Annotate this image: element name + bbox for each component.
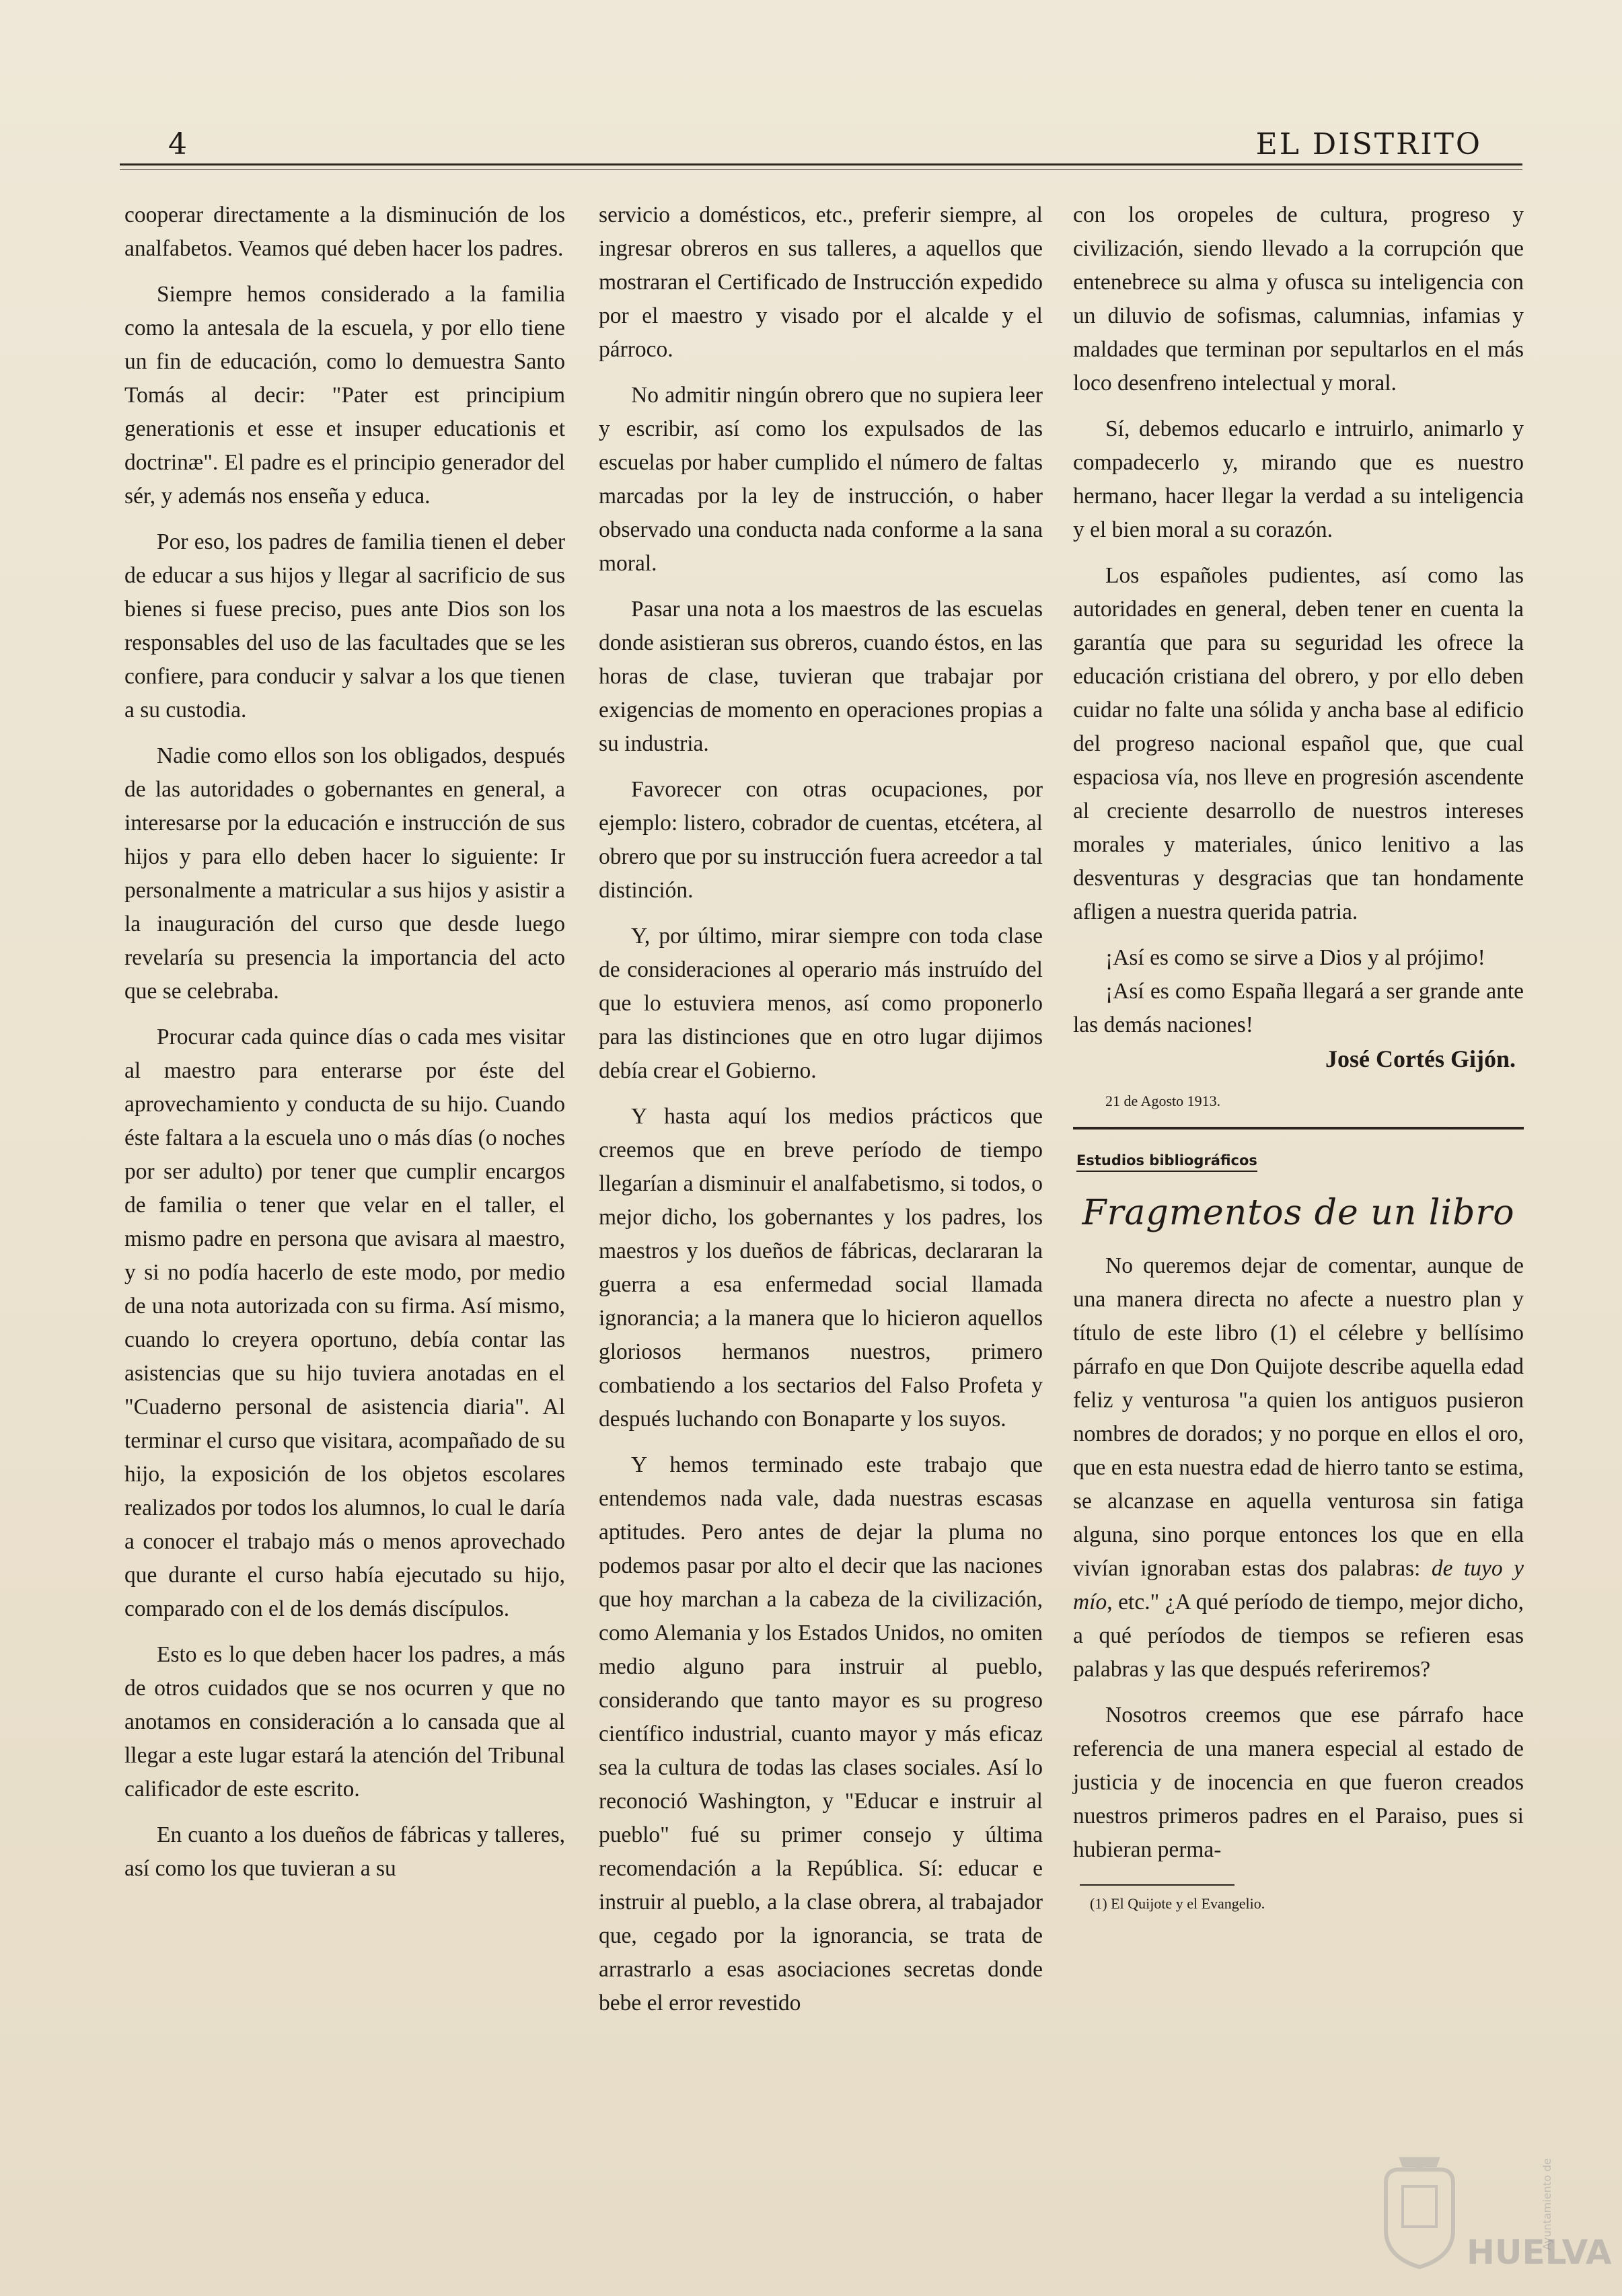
paragraph-text: No queremos dejar de comentar, aunque de una manera directa no afecte a nuestro plan y título de este libro (1) el célebre y bellísimo párrafo en que Don Quijote describe aquella edad feliz y venturosa "a quien los antiguos pusieron nombres de dorados; y no porque en ellos el oro, que en esta nuestra edad de hierro tanto se estima, se alcanzase en aquella venturosa sin fatiga alguna, sino porque entonces los que en ella vivían ignoraban estas dos palabras:	[1073, 1253, 1524, 1581]
paragraph: Procurar cada quince días o cada mes visitar al maestro para enterarse por éste del aprovechamiento y conducta de su hijo. Cuando éste faltara a la escuela uno o más días (o noches por ser adulto) por tener que cumplir encargos de familia o tener que velar en el taller, el mismo padre en persona que avisara al maestro, y si no podía hacerlo de este modo, por medio de una nota autorizada con su firma. Así mismo, cuando lo creyera oportuno, debía contar las asistencias que su hijo tuviera anotadas en el "Cuaderno personal de asistencia diaria". Al terminar el curso que visitara, acompañado de su hijo, la exposición de los objetos escolares realizados por todos los alumnos, lo cual le daría a conocer el trabajo más o menos aprovechado que durante el curso había ejecutado su hijo, comparado con el de los demás discípulos.	[124, 1025, 565, 1621]
huelva-crest-icon	[1372, 2156, 1612, 2277]
paragraph-text: , etc." ¿A qué período de tiempo, mejor dicho, a qué períodos de tiempos se refieren esas palabras y las que después referiremos?	[1073, 1590, 1524, 1682]
stamp-main-text: HUELVA	[1467, 2233, 1612, 2272]
paragraph: Sí, debemos educarlo e intruirlo, animarlo y compadecerlo y, mirando que es nuestro hermano, hacer llegar la verdad a su inteligencia y el bien moral a su corazón.	[1073, 416, 1524, 542]
paragraph: ¡Así es como se sirve a Dios y al prójimo!	[1105, 945, 1485, 970]
paragraph: Los españoles pudientes, así como las autoridades en general, deben tener en cuenta la garantía que para su seguridad les ofrece la educación cristiana del obrero, y por ello deben cuidar no falte una sólida y ancha base al edificio del progreso nacional español que, que cual espaciosa vía, nos lleve en progresión ascendente al creciente desarrollo de nuestros intereses morales y materiales, único lenitivo a las desventuras y desgracias que tan hondamente afligen a nuestra querida patria.	[1073, 563, 1524, 924]
paragraph: Y hasta aquí los medios prácticos que creemos que en breve período de tiempo llegarían a disminuir el analfabetismo, si todos, o mejor dicho, los gobernantes y los padres, los maestros y los dueños de fábricas, declararan la guerra a esa enfermedad social llamada ignorancia; a la manera que lo hicieron aquellos gloriosos hermanos nuestros, primero combatiendo a los sectarios del Falso Profeta y después luchando con Bonaparte y los suyos.	[599, 1104, 1043, 1432]
paragraph: Nadie como ellos son los obligados, después de las autoridades o gobernantes en general, a interesarse por la educación e instrucción de sus hijos y para ello deben hacer lo siguiente: Ir personalmente a matricular a sus hijos y asistir a la inauguración del curso que desde luego revelaría su presencia la importancia del acto que se celebraba.	[124, 743, 565, 1004]
author-signature: José Cortés Gijón.	[1325, 1045, 1516, 1072]
header-rule	[120, 163, 1522, 165]
paragraph: cooperar directamente a la disminución de los analfabetos. Veamos qué deben hacer los padres.	[124, 202, 565, 261]
paragraph: ¡Así es como España llegará a ser grande ante las demás naciones!	[1073, 979, 1524, 1037]
section-rule	[1073, 1127, 1524, 1130]
column-2	[599, 198, 1043, 2020]
paragraph: Pasar una nota a los maestros de las escuelas donde asistieran sus obreros, cuando éstos, en las horas de clase, tuvieran que trabajar por exigencias de momento en operaciones propias a su industria.	[599, 597, 1043, 756]
column-1	[124, 198, 565, 1886]
stamp-vertical-text: Ayuntamiento de	[1541, 2158, 1553, 2250]
paragraph: servicio a domésticos, etc., preferir siempre, al ingresar obreros en sus talleres, a aquellos que mostraran el Certificado de Instrucción expedido por el maestro y visado por el alcalde y el párroco.	[599, 202, 1043, 362]
italic-phrase: de tuyo y mío	[1073, 1556, 1524, 1615]
archive-stamp	[1372, 2156, 1612, 2277]
paragraph: Siempre hemos considerado a la familia como la antesala de la escuela, y por ello tiene un fin de educación, como lo demuestra Santo Tomás al decir: "Pater est principium generationis et esse et insuper educationis et doctrinæ". El padre es el principio generador del sér, y además nos enseña y educa.	[124, 282, 565, 509]
footnote: (1) El Quijote y el Evangelio.	[1090, 1895, 1265, 1912]
paragraph: En cuanto a los dueños de fábricas y talleres, así como los que tuvieran a su	[124, 1822, 565, 1881]
journal-title: EL DISTRITO	[1255, 127, 1482, 161]
section-label: Estudios bibliográficos	[1076, 1150, 1257, 1172]
paragraph	[1073, 1249, 1524, 1687]
page-number: 4	[168, 127, 187, 161]
paragraph: Esto es lo que deben hacer los padres, a más de otros cuidados que se nos ocurren y que no anotamos en consideración a lo cansada que al llegar a este lugar estará la atención del Tribunal calificador de este escrito.	[124, 1642, 565, 1802]
paragraph: Favorecer con otras ocupaciones, por ejemplo: listero, cobrador de cuentas, etcétera, al obrero que por su instrucción fuera acreedor a tal distinción.	[599, 777, 1043, 903]
page-header	[120, 124, 1522, 172]
article-date: 21 de Agosto 1913.	[1105, 1093, 1221, 1109]
paragraph: Y hemos terminado este trabajo que entendemos nada vale, dada nuestras escasas aptitudes. Pero antes de dejar la pluma no podemos pasar por alto el decir que las naciones que hoy marchan a la cabeza de la civilización, como Alemania y los Estados Unidos, no omiten medio alguno para instruir al pueblo, considerando que tanto mayor es su progreso científico industrial, cuanto mayor y más eficaz sea la cultura de todas las clases sociales. Así lo reconoció Washington, y "Educar e instruir al pueblo" fué su primer consejo y última recomendación a la República. Sí: educar e instruir al pueblo, a la clase obrera, al trabajador que, cegado por la ignorancia, se trata de arrastrarlo a esas asociaciones secretas donde bebe el error revestido	[599, 1452, 1043, 2015]
header-rule-thin	[120, 169, 1522, 170]
paragraph: con los oropeles de cultura, progreso y civilización, siendo llevado a la corrupción que entenebrece su alma y ofusca su inteligencia con un diluvio de sofismas, calumnias, infamias y maldades que terminan por sepultarlos en el más loco desenfreno intelectual y moral.	[1073, 202, 1524, 396]
paragraph: Nosotros creemos que ese párrafo hace referencia de una manera especial al estado de justicia y de inocencia en que fueron creados nuestros primeros padres en el Paraiso, pues si hubieran perma-	[1073, 1703, 1524, 1862]
paragraph: No admitir ningún obrero que no supiera leer y escribir, así como los expulsados de las escuelas por haber cumplido el número de faltas marcadas por la ley de instrucción, o haber observado una conducta nada conforme a la sana moral.	[599, 383, 1043, 576]
column-3	[1073, 198, 1524, 1915]
footnote-rule	[1080, 1884, 1234, 1886]
paragraph: Por eso, los padres de familia tienen el deber de educar a sus hijos y llegar al sacrificio de sus bienes si fuese preciso, pues ante Dios son los responsables del uso de las facultades que se les confiere, para conducir y salvar a los que tienen a su custodia.	[124, 529, 565, 723]
paragraph: Y, por último, mirar siempre con toda clase de consideraciones al operario más instruído del que lo estuviera menos, así como proponerlo para las distinciones que en otro lugar dijimos debía crear el Gobierno.	[599, 924, 1043, 1083]
section-title: Fragmentos de un libro	[1082, 1193, 1515, 1233]
